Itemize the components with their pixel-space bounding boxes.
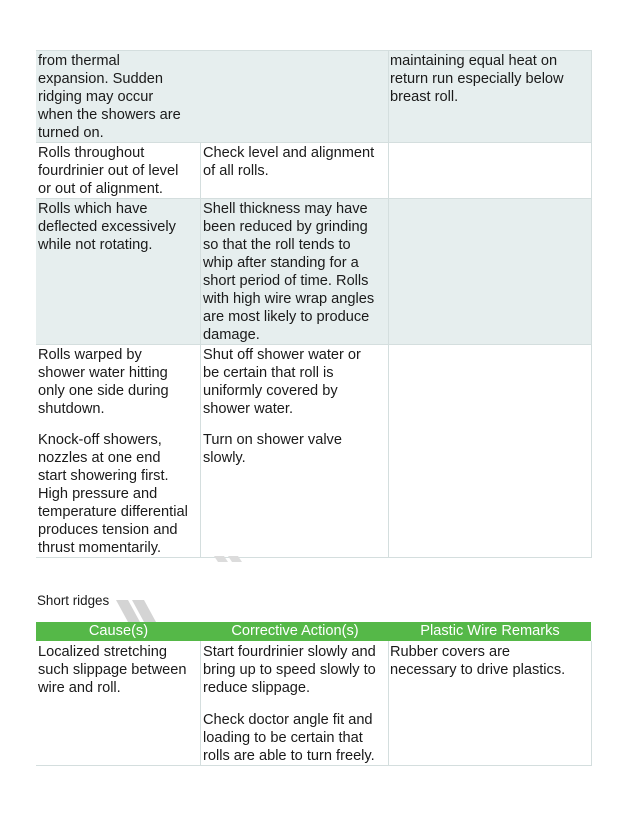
row-divider (36, 557, 592, 558)
table-row-4-action: Shut off shower water or be certain that roll is uniformly covered by shower water. (203, 347, 361, 417)
table-row-4-cause: Rolls warped by shower water hitting only one side during shutdown. (38, 347, 169, 417)
column-divider (388, 641, 389, 766)
column-divider (388, 50, 389, 558)
header-corrective-action: Corrective Action(s) (231, 623, 359, 639)
row-divider (36, 198, 592, 199)
table-row-3-remarks (388, 199, 591, 344)
table-row-3-action: Shell thickness may have been reduced by grinding so that the roll tends to whip after standing for a short period of time. Rolls with high wire wrap angles are most likely to produce damage. (201, 199, 388, 344)
header-cause: Cause(s) (88, 623, 149, 639)
table-row-2-remarks (388, 143, 591, 198)
watermark-stripes (110, 600, 170, 624)
table-row-1-cause: from thermal expansion. Sudden ridging may occur when the showers are turned on. (36, 51, 201, 142)
row-divider (36, 50, 592, 51)
short-ridges-cause: Localized stretching such slippage between wire and roll. (38, 644, 187, 696)
row-divider (36, 142, 592, 143)
watermark-stripes-faint (214, 556, 244, 562)
table-row-2-cause: Rolls throughout fourdrinier out of level or out of alignment. (38, 145, 179, 197)
column-divider (591, 641, 592, 766)
column-divider (200, 641, 201, 766)
short-ridges-action: Start fourdrinier slowly and bring up to speed slowly to reduce slippage. (203, 644, 376, 696)
column-divider (200, 142, 201, 558)
table-header-row (36, 622, 591, 641)
short-ridges-action-extra: Check doctor angle fit and loading to be certain that rolls are able to turn freely. (203, 712, 375, 764)
row-divider (36, 765, 592, 766)
table-row-1-remarks: maintaining equal heat on return run especially below breast roll. (388, 51, 591, 142)
column-divider (591, 50, 592, 558)
header-plastic-wire-remarks: Plastic Wire Remarks (420, 623, 560, 639)
table-row-4-cause-extra: Knock-off showers, nozzles at one end start showering first. High pressure and temperature differential produces tension and thrust momentarily. (38, 432, 188, 556)
table-row-3-cause: Rolls which have deflected excessively while not rotating. (36, 199, 201, 344)
table-row-2-action: Check level and alignment of all rolls. (203, 145, 375, 179)
table-row-1-action (201, 51, 388, 142)
table-row-4-remarks (388, 345, 591, 558)
table-row-4-action-extra: Turn on shower valve slowly. (203, 432, 342, 466)
row-divider (36, 344, 592, 345)
short-ridges-remarks: Rubber covers are necessary to drive plastics. (390, 644, 566, 678)
section-title: Short ridges (37, 593, 110, 608)
